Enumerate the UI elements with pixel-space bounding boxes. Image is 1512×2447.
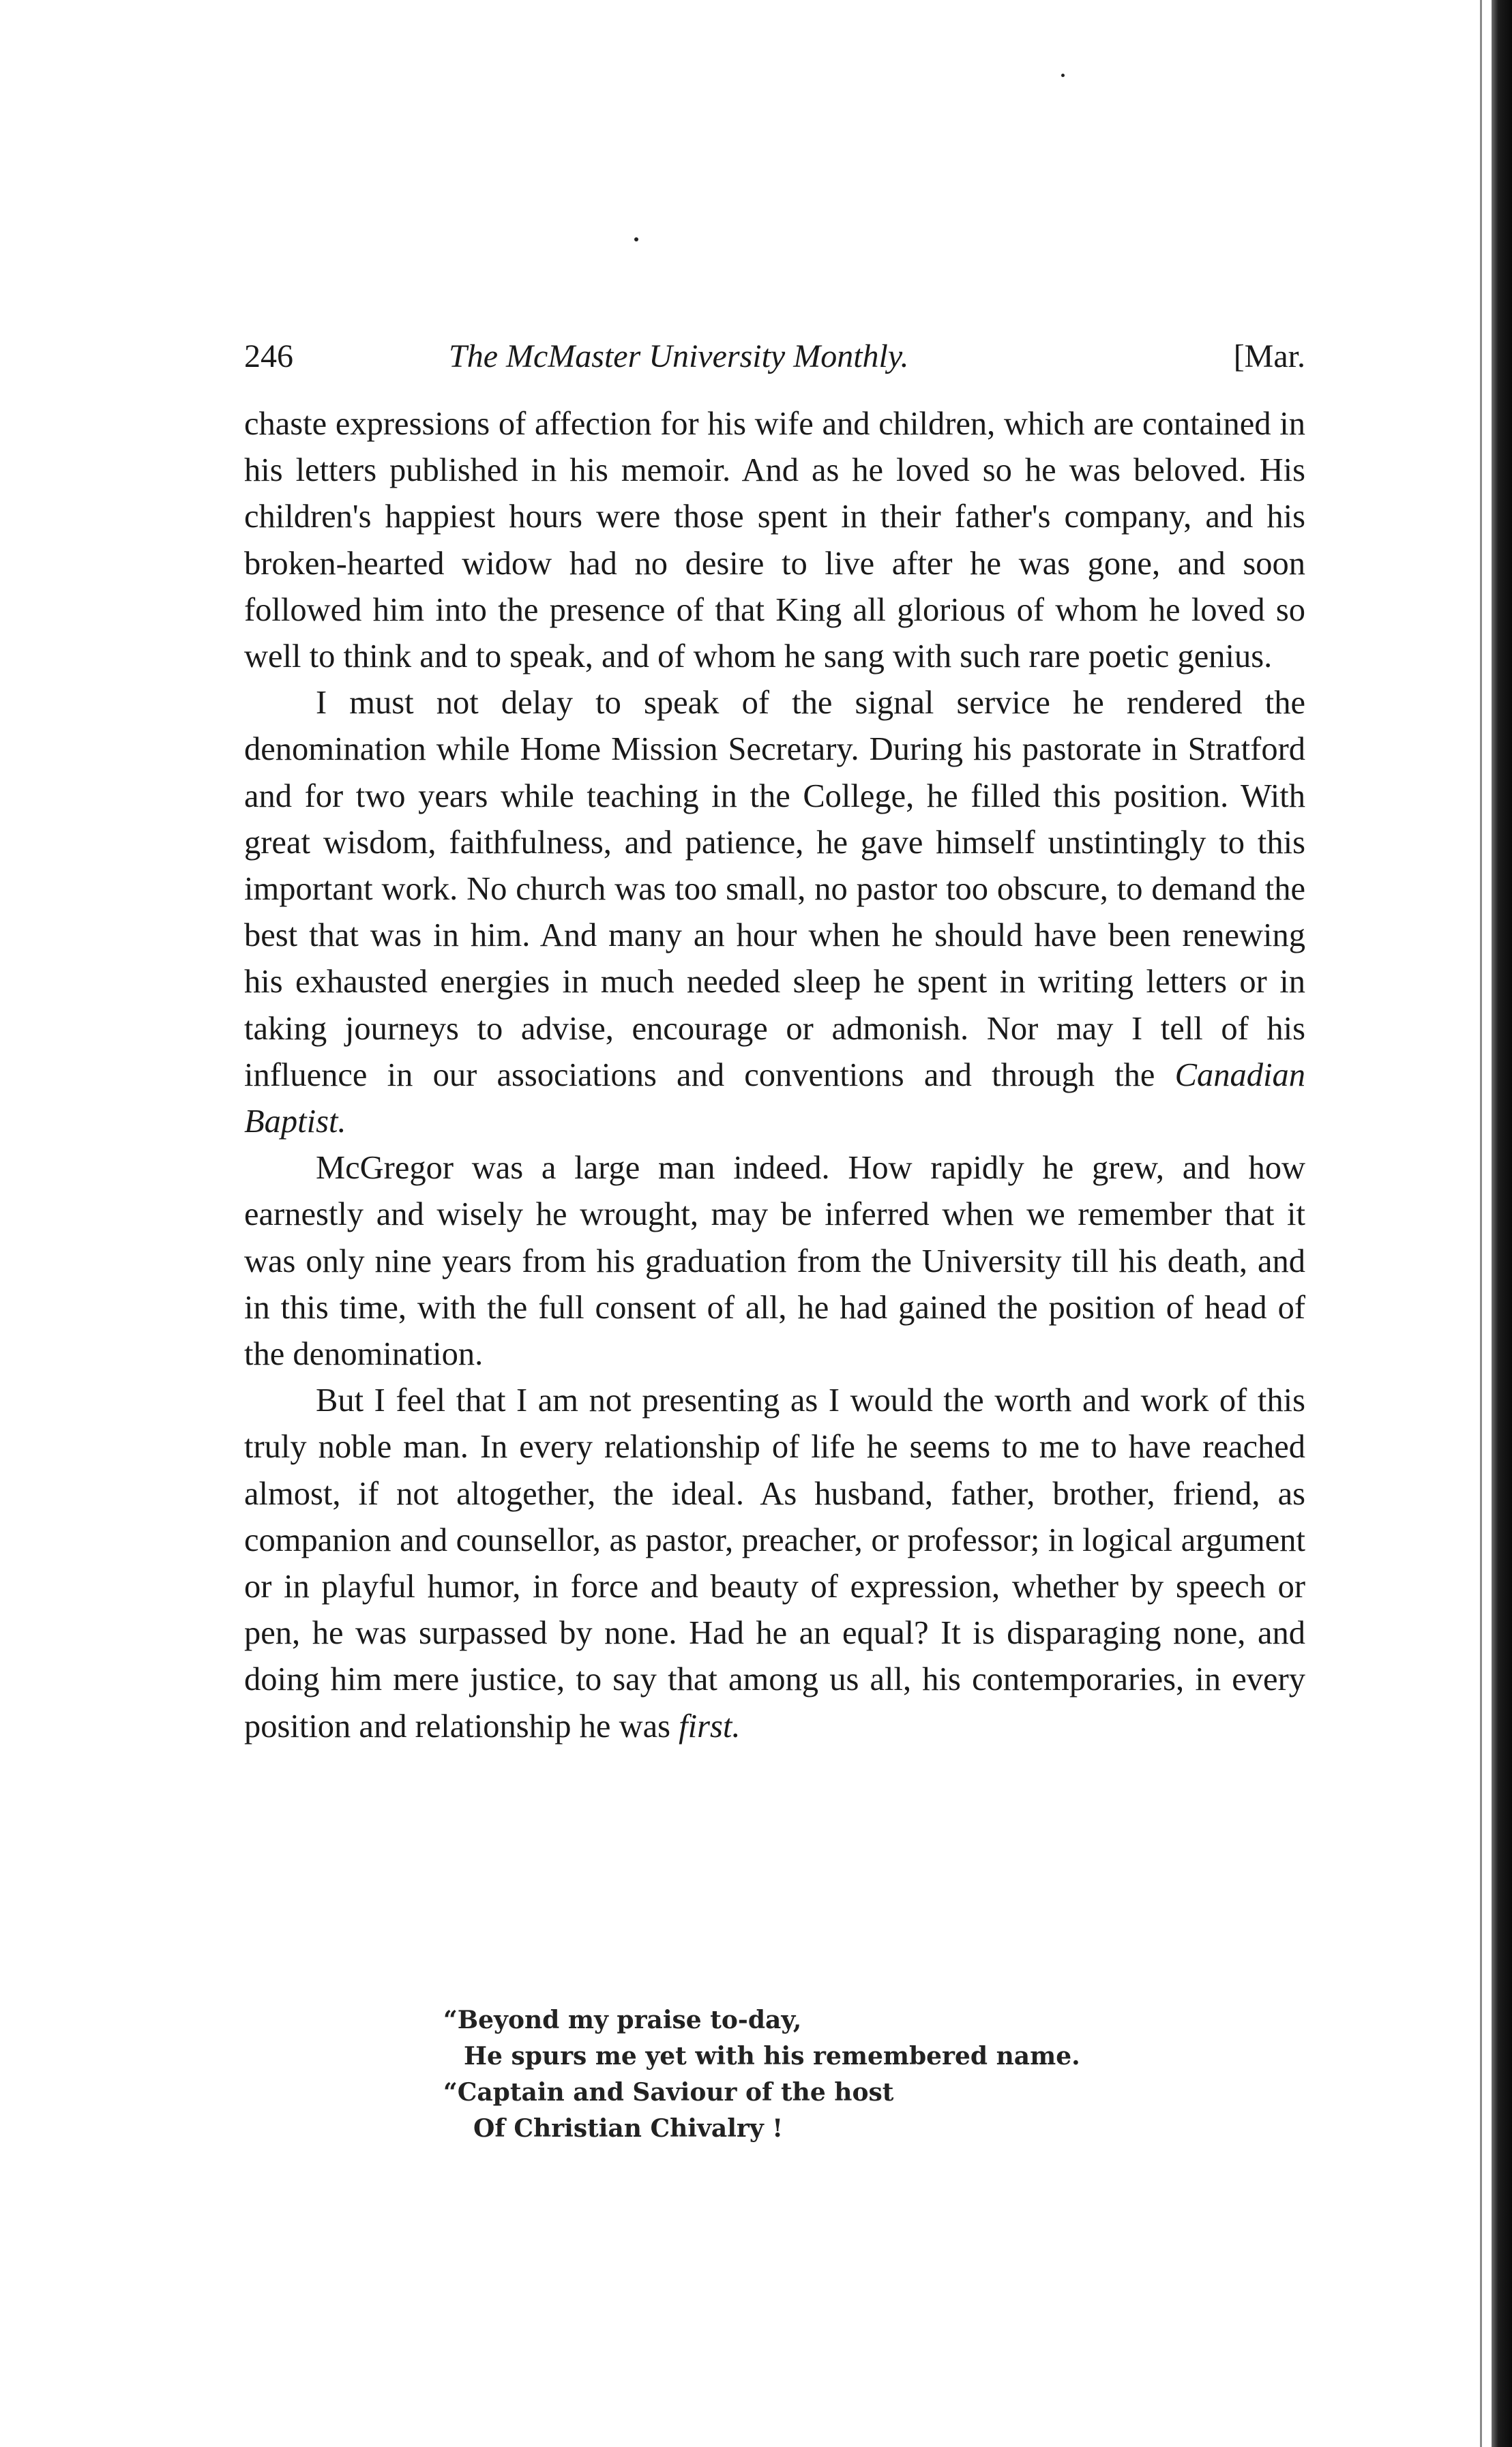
verse-quotation: [443, 2002, 1080, 2147]
paragraph-continuation: chaste expressions of affection for his wife and children, which are contained in his letters published in his memoir. And as he loved so he was beloved. His children's happiest hours were those spent in their father's company, and his broken-hearted widow had no desire to live after he was gone, and soon followed him into the presence of that King all glorious of whom he loved so well to think and to speak, and of whom he sang with such rare poetic genius.: [244, 406, 1305, 675]
binding-shadow-line: [1480, 0, 1482, 2447]
page-number: 246: [244, 338, 293, 374]
verse-line: He spurs me yet with his remembered name.: [464, 2042, 1080, 2071]
italic-emphasis: first.: [679, 1708, 741, 1745]
scan-speck: [634, 237, 638, 241]
article-body: [244, 401, 1305, 1750]
verse-line: Of Christian Chivalry !: [473, 2114, 784, 2143]
paragraph-large-man: McGregor was a large man indeed. How rapidly he grew, and how earnestly and wisely he wrought, may be inferred when we remember that it was only nine years from his graduation from the University till his death, and in this time, with the full consent of all, he had gained the position of head of the denomination.: [244, 1150, 1305, 1373]
verse-line: “Captain and Saviour of the host: [443, 2078, 894, 2107]
running-head: [244, 333, 1305, 381]
paragraph-home-mission: [244, 680, 1305, 1145]
journal-title: The McMaster University Monthly.: [449, 338, 909, 374]
scan-speck: [1061, 74, 1065, 77]
issue-month: [Mar.: [1233, 338, 1305, 374]
paragraph-text: But I feel that I am not presenting as I would the worth and work of this truly noble man. In every relationship of life he seems to me to have reached almost, if not altogether, the ideal. As husband, father, brother, friend, as companion and counsellor, as pastor, preacher, or professor; in logical argument or in playful humor, in force and beauty of expression, whether by speech or pen, he was surpassed by none. Had he an equal? It is disparaging none, and doing him mere justice, to say that among us all, his contemporaries, in every position and relationship he was: [244, 1382, 1305, 1745]
verse-line: “Beyond my praise to-day,: [443, 2006, 802, 2034]
paragraph-text: I must not delay to speak of the signal service he rendered the denomination while Home Mission Secretary. During his pastorate in Stratford and for two years while teaching in the College, he filled this position. With great wisdom, faithfulness, and patience, he gave himself unstintingly to this important work. No church was too small, no pastor too obscure, to demand the best that was in him. And many an hour when he should have been renewing his exhausted energies in much needed sleep he spent in writing letters or in taking journeys to advise, encourage or admonish. Nor may I tell of his influence in our associations and conventions and through the: [244, 685, 1305, 1093]
scanned-binding-edge: [1492, 0, 1512, 2447]
paragraph-noble-man: [244, 1378, 1305, 1750]
italic-publication-title: Canadian Baptist.: [244, 1056, 1305, 1140]
